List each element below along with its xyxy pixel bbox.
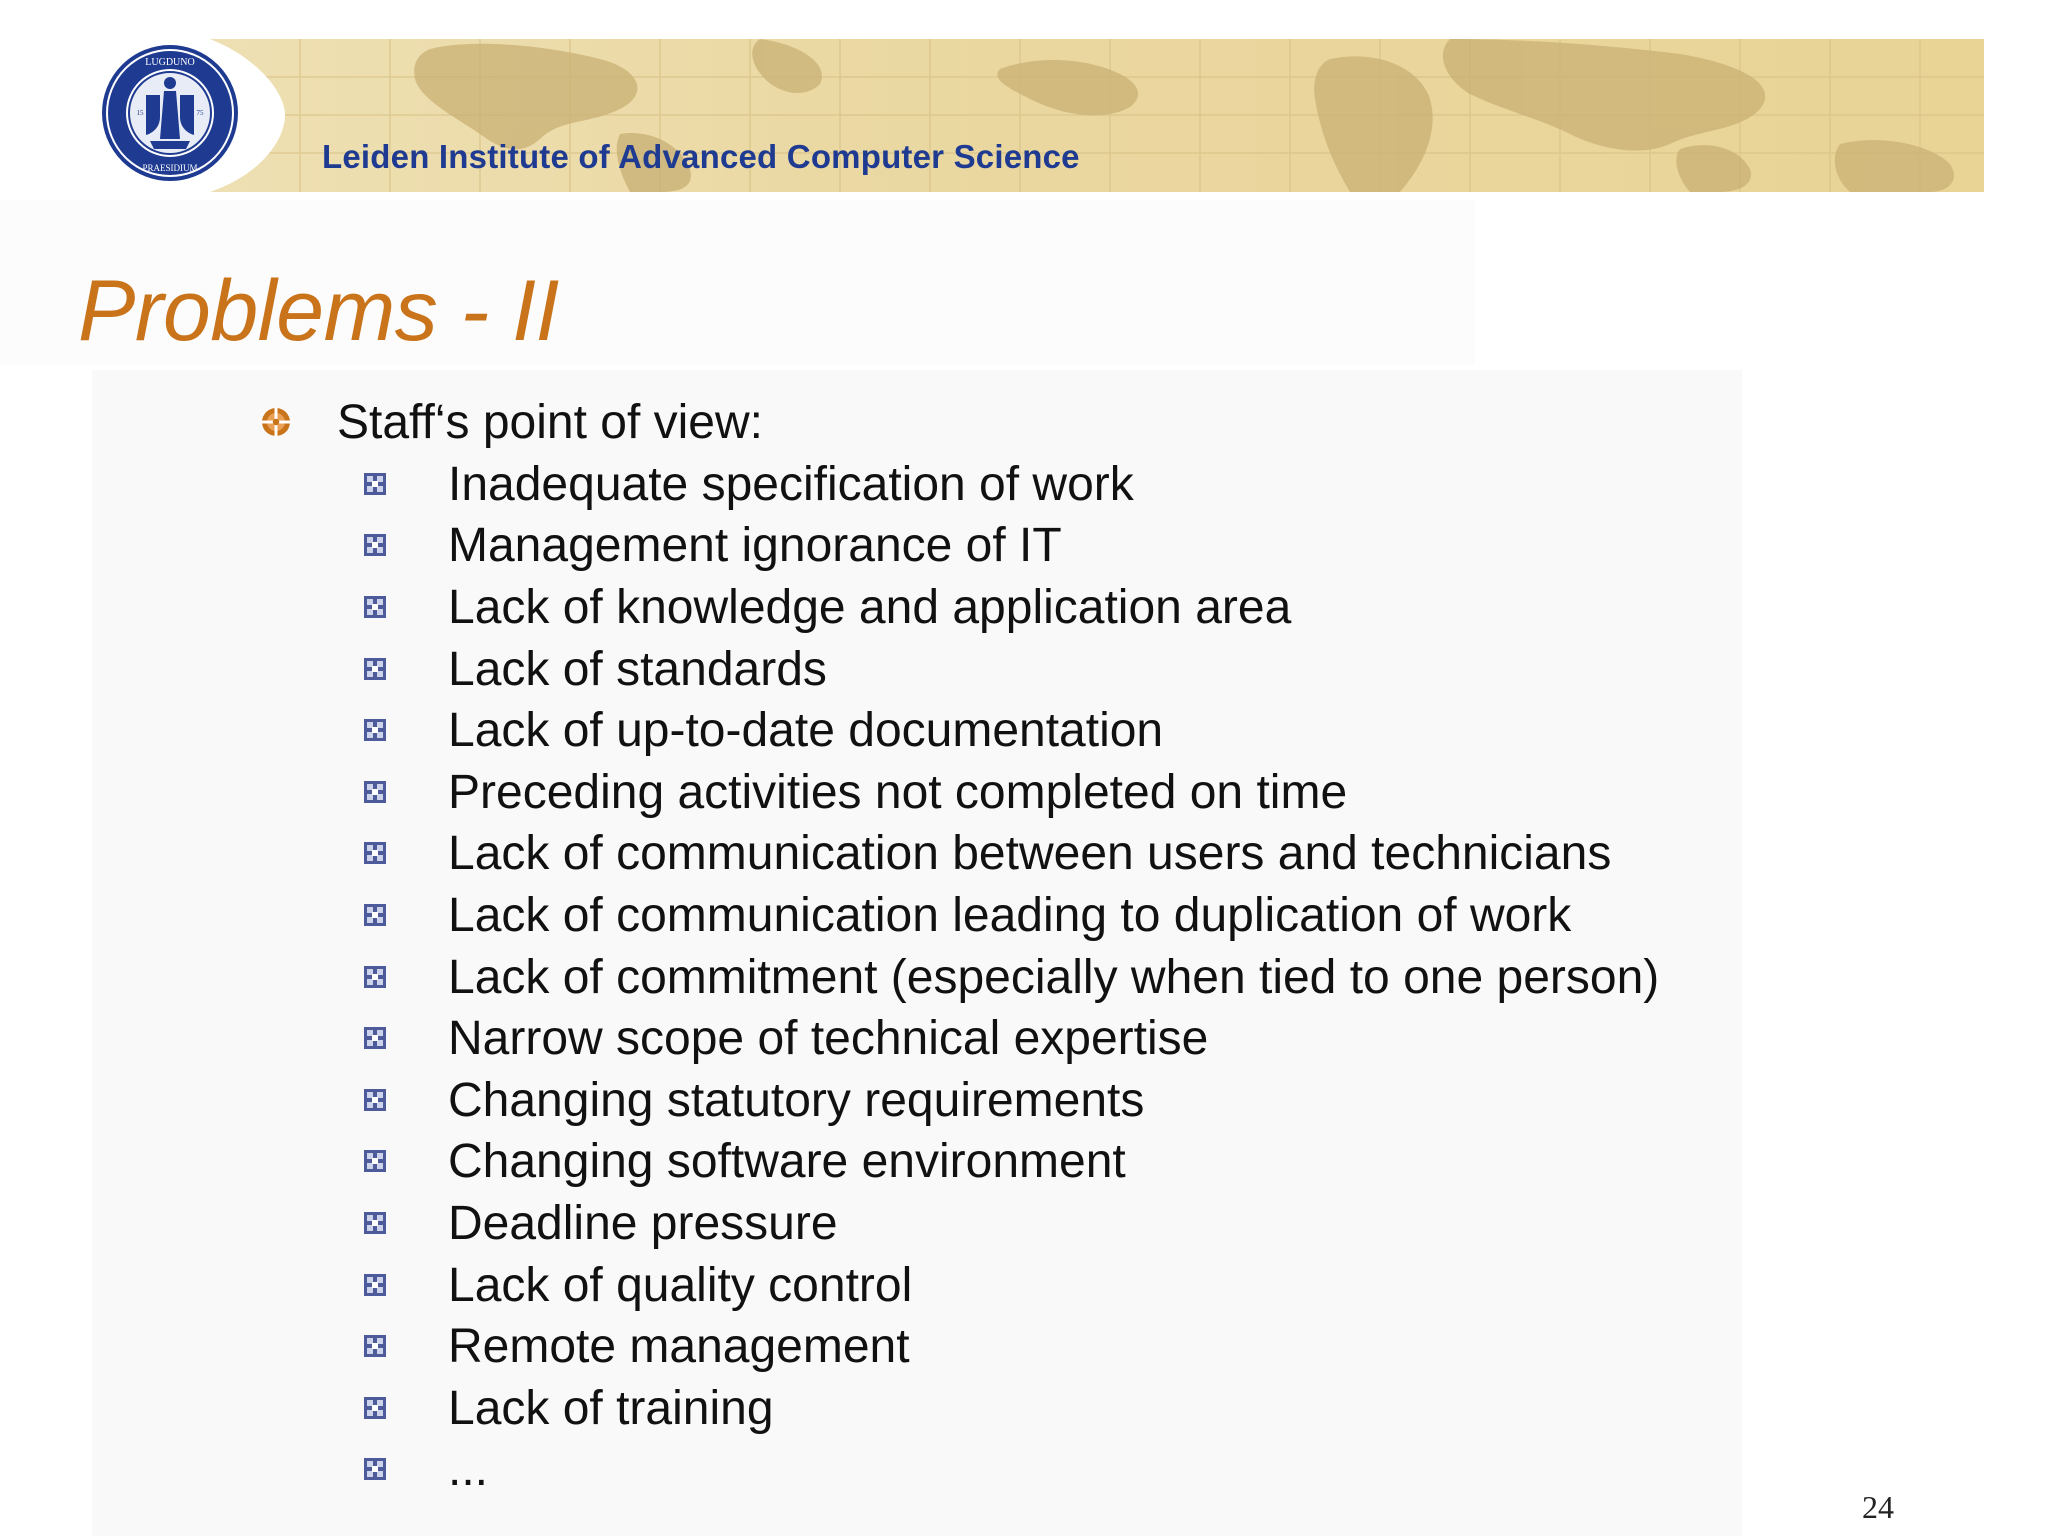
square-pattern-bullet-icon <box>364 904 386 926</box>
list-item <box>364 1071 1144 1129</box>
list-item <box>364 948 1659 1006</box>
square-pattern-bullet-icon <box>364 842 386 864</box>
square-pattern-bullet-icon <box>364 534 386 556</box>
list-item-text: Inadequate specification of work <box>448 457 1134 511</box>
list-item-text: Lack of up-to-date documentation <box>448 703 1164 757</box>
list-item-text: Preceding activities not completed on time <box>448 765 1348 819</box>
square-pattern-bullet-icon <box>364 1212 386 1234</box>
list-item-text: Lack of commitment (especially when tied to one person) <box>448 950 1660 1004</box>
list-item-text: Lack of communication leading to duplication of work <box>448 888 1572 942</box>
list-item-text: Lack of knowledge and application area <box>448 580 1292 634</box>
list-item <box>364 886 1571 944</box>
square-pattern-bullet-icon <box>364 1335 386 1357</box>
square-pattern-bullet-icon <box>364 781 386 803</box>
main-bullet-text: Staff‘s point of view: <box>337 395 763 449</box>
square-pattern-bullet-icon <box>364 473 386 495</box>
list-item-text: Changing statutory requirements <box>448 1073 1145 1127</box>
slide-title: Problems - II <box>78 263 559 359</box>
square-pattern-bullet-icon <box>364 1397 386 1419</box>
square-pattern-bullet-icon <box>364 658 386 680</box>
list-item <box>364 1132 1126 1190</box>
seal-text-bottom: PRAESIDIUM <box>142 163 198 173</box>
list-item-text: Remote management <box>448 1319 910 1373</box>
square-pattern-bullet-icon <box>364 596 386 618</box>
list-item <box>364 701 1163 759</box>
list-item <box>364 1256 912 1314</box>
list-item-text: ... <box>448 1442 489 1496</box>
square-pattern-bullet-icon <box>364 719 386 741</box>
list-item-text: Lack of training <box>448 1381 774 1435</box>
seal-year-left: 15 <box>136 109 144 117</box>
list-item-text: Management ignorance of IT <box>448 518 1062 572</box>
square-pattern-bullet-icon <box>364 1274 386 1296</box>
square-pattern-bullet-icon <box>364 1458 386 1480</box>
square-pattern-bullet-icon <box>364 1089 386 1111</box>
list-item <box>364 455 1134 513</box>
list-item-text: Lack of communication between users and technicians <box>448 826 1612 880</box>
list-item <box>364 763 1347 821</box>
list-item <box>364 824 1611 882</box>
square-pattern-bullet-icon <box>364 966 386 988</box>
square-pattern-bullet-icon <box>364 1150 386 1172</box>
list-item <box>364 1440 488 1498</box>
list-item <box>364 578 1291 636</box>
list-item <box>364 1317 910 1375</box>
square-pattern-bullet-icon <box>364 1027 386 1049</box>
list-item <box>364 1379 774 1437</box>
leiden-university-seal-icon <box>100 43 240 183</box>
list-item-text: Changing software environment <box>448 1134 1126 1188</box>
seal-text-top: LUGDUNO <box>145 57 195 68</box>
main-bullet-point <box>260 394 763 450</box>
list-item-text: Lack of standards <box>448 642 827 696</box>
list-item <box>364 640 827 698</box>
list-item <box>364 1194 838 1252</box>
list-item-text: Lack of quality control <box>448 1258 913 1312</box>
institute-name: Leiden Institute of Advanced Computer Science <box>322 138 1080 175</box>
seal-year-right: 75 <box>196 109 204 117</box>
page-number: 24 <box>1862 1489 1894 1525</box>
orange-compass-bullet-icon <box>260 406 292 438</box>
list-item-text: Narrow scope of technical expertise <box>448 1011 1209 1065</box>
list-item <box>364 516 1062 574</box>
header-banner <box>0 39 1984 192</box>
list-item <box>364 1009 1208 1067</box>
list-item-text: Deadline pressure <box>448 1196 838 1250</box>
